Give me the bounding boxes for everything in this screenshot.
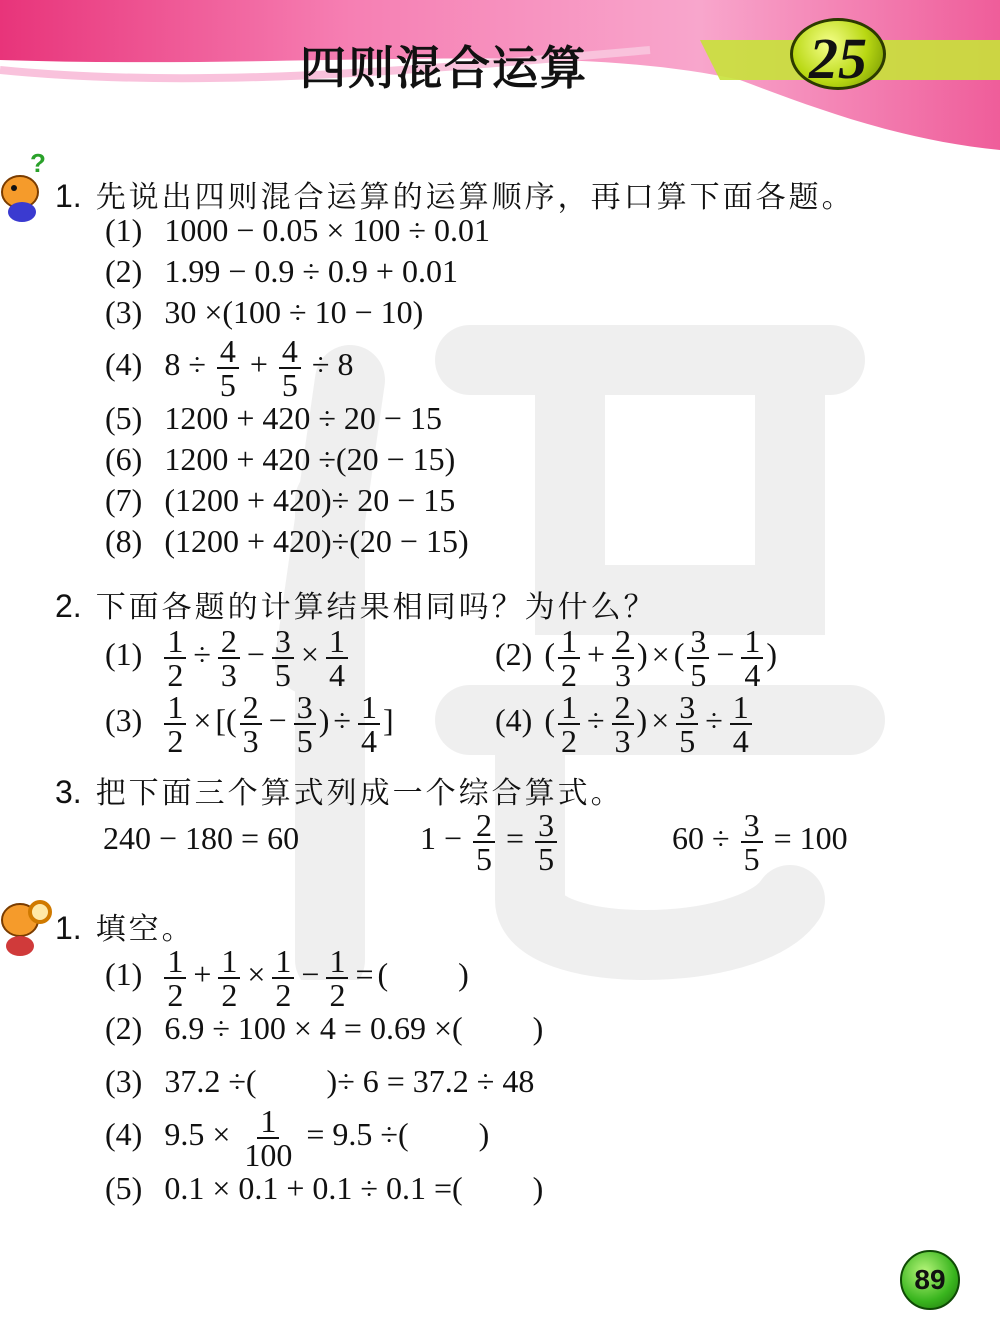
question-text: 先说出四则混合运算的运算顺序，再口算下面各题。 [95,180,855,215]
expression-row: (3) $\frac{1}{2}$ × [( $\frac{2}{3}$ − $\frac{3}{5}$ ) ÷ $\frac{1}{4}$ ] [105,688,394,759]
fill-row: (4) 9.5 × $\frac{1}{100}$ = 9.5 ÷( ) [105,1102,490,1173]
question-number: 2. [55,588,82,624]
item-label: (2) [495,636,533,672]
fraction: $\frac{3}{5}$ [294,691,316,757]
item-label: (4) [105,346,143,382]
fill-row: (1) $\frac{1}{2}$ + $\frac{1}{2}$ × $\frac{1}{2}$ − $\frac{1}{2}$ = ( ) [105,942,469,1013]
question-number: 1. [55,910,82,946]
expression-row: (1) $\frac{1}{2}$ ÷ $\frac{2}{3}$ − $\frac{3}{5}$ × $\frac{1}{4}$ [105,620,351,688]
equation-1: 240 − 180 = 60 [103,820,300,856]
item-label: (3) [105,294,143,330]
expression-row [105,292,423,332]
expression-row [105,251,458,291]
item-label: (3) [105,702,143,738]
fraction: $\frac{3}{5}$ [741,809,763,875]
lesson-number-badge [790,18,886,90]
fraction: $\frac{1}{2}$ [164,945,186,1011]
fraction: $\frac{2}{3}$ [240,691,262,757]
fraction: $\frac{1}{4}$ [326,625,348,691]
fraction: $\frac{2}{3}$ [612,691,634,757]
item-label: (5) [105,1170,143,1206]
expression: 1200 + 420 ÷ 20 − 15 [164,400,442,436]
fraction: $\frac{2}{5}$ [473,809,495,875]
fraction: $\frac{1}{2}$ [218,945,240,1011]
item-label: (2) [105,1010,143,1046]
fraction: $\frac{3}{5}$ [272,625,294,691]
fraction: $\frac{1}{4}$ [741,625,763,691]
fraction: $\frac{2}{3}$ [612,625,634,691]
fill-row: (2) 6.9 ÷ 100 × 4 = 0.69 ×( ) [105,1010,544,1046]
question-number: 3. [55,774,82,810]
fraction: $\frac{1}{2}$ [558,625,580,691]
item-label: (1) [105,212,143,248]
equation-3: 60 ÷ $\frac{3}{5}$ = 100 [672,806,848,877]
svg-text:?: ? [30,150,46,178]
expression-row [105,330,354,403]
fraction: $\frac{3}{5}$ [535,809,557,875]
expression-part: ÷ 8 [311,346,354,382]
fraction: $\frac{1}{2}$ [272,945,294,1011]
question-text: 把下面三个算式列成一个综合算式。 [95,776,624,811]
item-label: (1) [105,956,143,992]
fraction: $\frac{1}{4}$ [358,691,380,757]
fraction: $\frac{4}{5}$ [217,335,239,401]
question-text: 下面各题的计算结果相同吗？为什么？ [95,590,657,625]
item-label: (3) [105,1063,143,1099]
page-number-badge [900,1250,960,1310]
fraction: $\frac{1}{2}$ [164,691,186,757]
fraction: $\frac{1}{4}$ [730,691,752,757]
question-text: 填空。 [95,912,195,947]
expression-row [105,521,469,561]
fill-row: (3) 37.2 ÷( )÷ 6 = 37.2 ÷ 48 [105,1063,535,1099]
item-label: (4) [495,702,533,738]
lesson-title: 四则混合运算 [300,41,588,95]
fraction: $\frac{3}{5}$ [676,691,698,757]
fraction: $\frac{4}{5}$ [279,335,301,401]
item-label: (6) [105,441,143,477]
expression: (1200 + 420)÷(20 − 15) [164,523,469,559]
item-label: (2) [105,253,143,289]
expression-part: 8 ÷ [164,346,206,382]
pig-mascot-question-icon [0,150,48,230]
lesson-number: 25 [809,26,867,91]
fraction: $\frac{1}{2}$ [326,945,348,1011]
item-label: (4) [105,1116,143,1152]
expression: 1.99 − 0.9 ÷ 0.9 + 0.01 [164,253,458,289]
page-number: 89 [914,1264,946,1295]
expression-row [105,439,455,479]
fraction: $\frac{2}{3}$ [218,625,240,691]
item-label: (1) [105,636,143,672]
equation-2: 1 − $\frac{2}{5}$ = $\frac{3}{5}$ [420,804,560,872]
fraction: $\frac{1}{2}$ [164,625,186,691]
expression-part: + [249,346,268,382]
expression: (1200 + 420)÷ 20 − 15 [164,482,456,518]
item-label: (5) [105,400,143,436]
expression-row [105,480,455,520]
item-label: (7) [105,482,143,518]
expression-row: (2) ( $\frac{1}{2}$ + $\frac{2}{3}$ ) × ( $\frac{3}{5}$ − $\frac{1}{4}$ ) [495,622,778,693]
fraction: $\frac{1}{2}$ [558,691,580,757]
fraction: $\frac{3}{5}$ [687,625,709,691]
expression: 1000 − 0.05 × 100 ÷ 0.01 [164,212,490,248]
fill-row: (5) 0.1 × 0.1 + 0.1 ÷ 0.1 =( ) [105,1170,544,1206]
expression-row: (4) ( $\frac{1}{2}$ ÷ $\frac{2}{3}$ ) × $\frac{3}{5}$ ÷ $\frac{1}{4}$ [495,686,755,754]
fraction: $\frac{1}{100}$ [244,1102,293,1173]
question-number: 1. [55,178,82,214]
item-label: (8) [105,523,143,559]
expression-row [105,210,490,250]
expression-row [105,398,442,438]
pig-mascot-magnifier-icon [0,890,58,960]
expression: 30 ×(100 ÷ 10 − 10) [164,294,424,330]
expression: 1200 + 420 ÷(20 − 15) [164,441,456,477]
